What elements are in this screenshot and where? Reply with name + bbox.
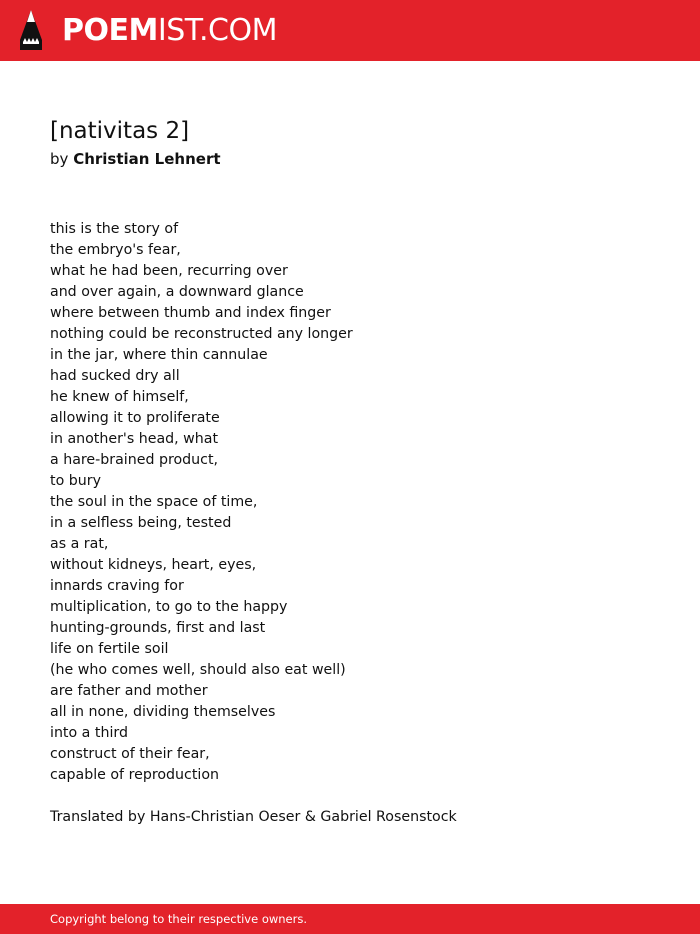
poem-line: (he who comes well, should also eat well) — [50, 662, 346, 678]
poem-line: nothing could be reconstructed any longer — [50, 326, 353, 342]
poem-line: life on fertile soil — [50, 641, 169, 657]
poem-title: [nativitas 2] — [50, 118, 190, 144]
poem-line: capable of reproduction — [50, 767, 219, 783]
poem-line: construct of their fear, — [50, 746, 210, 762]
poem-line: all in none, dividing themselves — [50, 704, 276, 720]
poem-line: innards craving for — [50, 578, 184, 594]
poem-line: without kidneys, heart, eyes, — [50, 557, 257, 573]
poem-line: this is the story of — [50, 221, 179, 237]
poem-line: where between thumb and index finger — [50, 305, 331, 321]
poem-line: hunting-grounds, first and last — [50, 620, 266, 636]
byline-prefix: by — [50, 150, 69, 168]
logo-text-light: IST.COM — [157, 13, 277, 48]
poem-line: to bury — [50, 473, 101, 489]
poem-line: a hare-brained product, — [50, 452, 219, 468]
poem-line: multiplication, to go to the happy — [50, 599, 288, 615]
site-footer — [0, 904, 700, 934]
poem-line: as a rat, — [50, 536, 109, 552]
poem-line: in another's head, what — [50, 431, 219, 447]
poem-line: in the jar, where thin cannulae — [50, 347, 268, 363]
poem-line: the soul in the space of time, — [50, 494, 258, 510]
poem-line: into a third — [50, 725, 128, 741]
poem-line: in a selfless being, tested — [50, 515, 232, 531]
site-header — [0, 0, 700, 61]
poem-line: he knew of himself, — [50, 389, 189, 405]
poem-body — [50, 219, 353, 786]
poem-line: are father and mother — [50, 683, 208, 699]
poem-line: and over again, a downward glance — [50, 284, 304, 300]
poem-line: had sucked dry all — [50, 368, 180, 384]
translator-note: Translated by Hans-Christian Oeser & Gabriel Rosenstock — [50, 809, 457, 825]
logo-text-bold: POEM — [62, 13, 158, 48]
poem-line: what he had been, recurring over — [50, 263, 288, 279]
poem-byline — [50, 148, 221, 170]
poem-author: Christian Lehnert — [73, 150, 221, 168]
copyright-text: Copyright belong to their respective owners. — [50, 912, 308, 926]
poem-line: the embryo's fear, — [50, 242, 181, 258]
pencil-tip-icon[interactable] — [18, 10, 44, 52]
site-logo-link[interactable] — [62, 12, 277, 50]
poem-line: allowing it to proliferate — [50, 410, 220, 426]
